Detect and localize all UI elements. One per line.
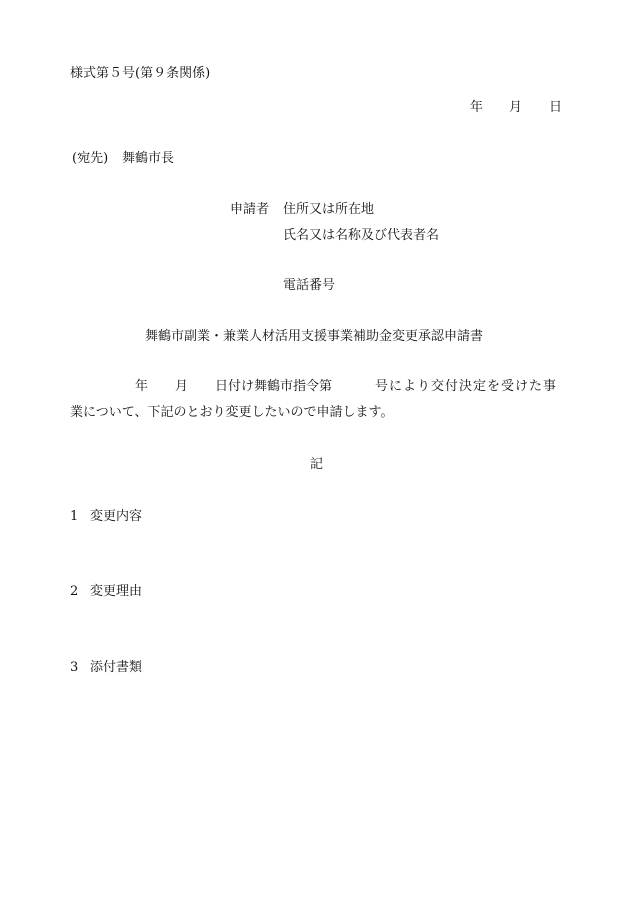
applicant-address-label: 住所又は所在地 <box>283 202 375 217</box>
item-label: 変更内容 <box>90 509 143 524</box>
addressee-label: (宛先) <box>72 151 109 166</box>
ki-heading: 記 <box>310 457 324 472</box>
date-day-label: 日 <box>549 100 563 115</box>
body-year-label: 年 <box>135 379 149 394</box>
applicant-name-label: 氏名又は名称及び代表者名 <box>283 228 440 243</box>
body-after-number-text: 号により交付決定を受けた事 <box>375 379 558 394</box>
date-year-label: 年 <box>470 100 484 115</box>
form-number: 様式第５号(第９条関係) <box>70 66 211 81</box>
item-label: 添付書類 <box>90 660 143 675</box>
document-title: 舞鶴市副業・兼業人材活用支援事業補助金変更承認申請書 <box>145 329 484 344</box>
addressee-name: 舞鶴市長 <box>122 151 175 166</box>
item-number: 3 <box>70 660 79 675</box>
item-number: 1 <box>70 509 79 524</box>
date-month-label: 月 <box>509 100 523 115</box>
body-line-2: 業について、下記のとおり変更したいので申請します。 <box>70 405 394 420</box>
applicant-label: 申請者 <box>230 202 270 217</box>
applicant-phone-label: 電話番号 <box>283 278 336 293</box>
item-label: 変更理由 <box>90 584 143 599</box>
item-number: 2 <box>70 584 79 599</box>
body-date-text: 日付け舞鶴市指令第 <box>215 379 333 394</box>
body-month-label: 月 <box>175 379 189 394</box>
